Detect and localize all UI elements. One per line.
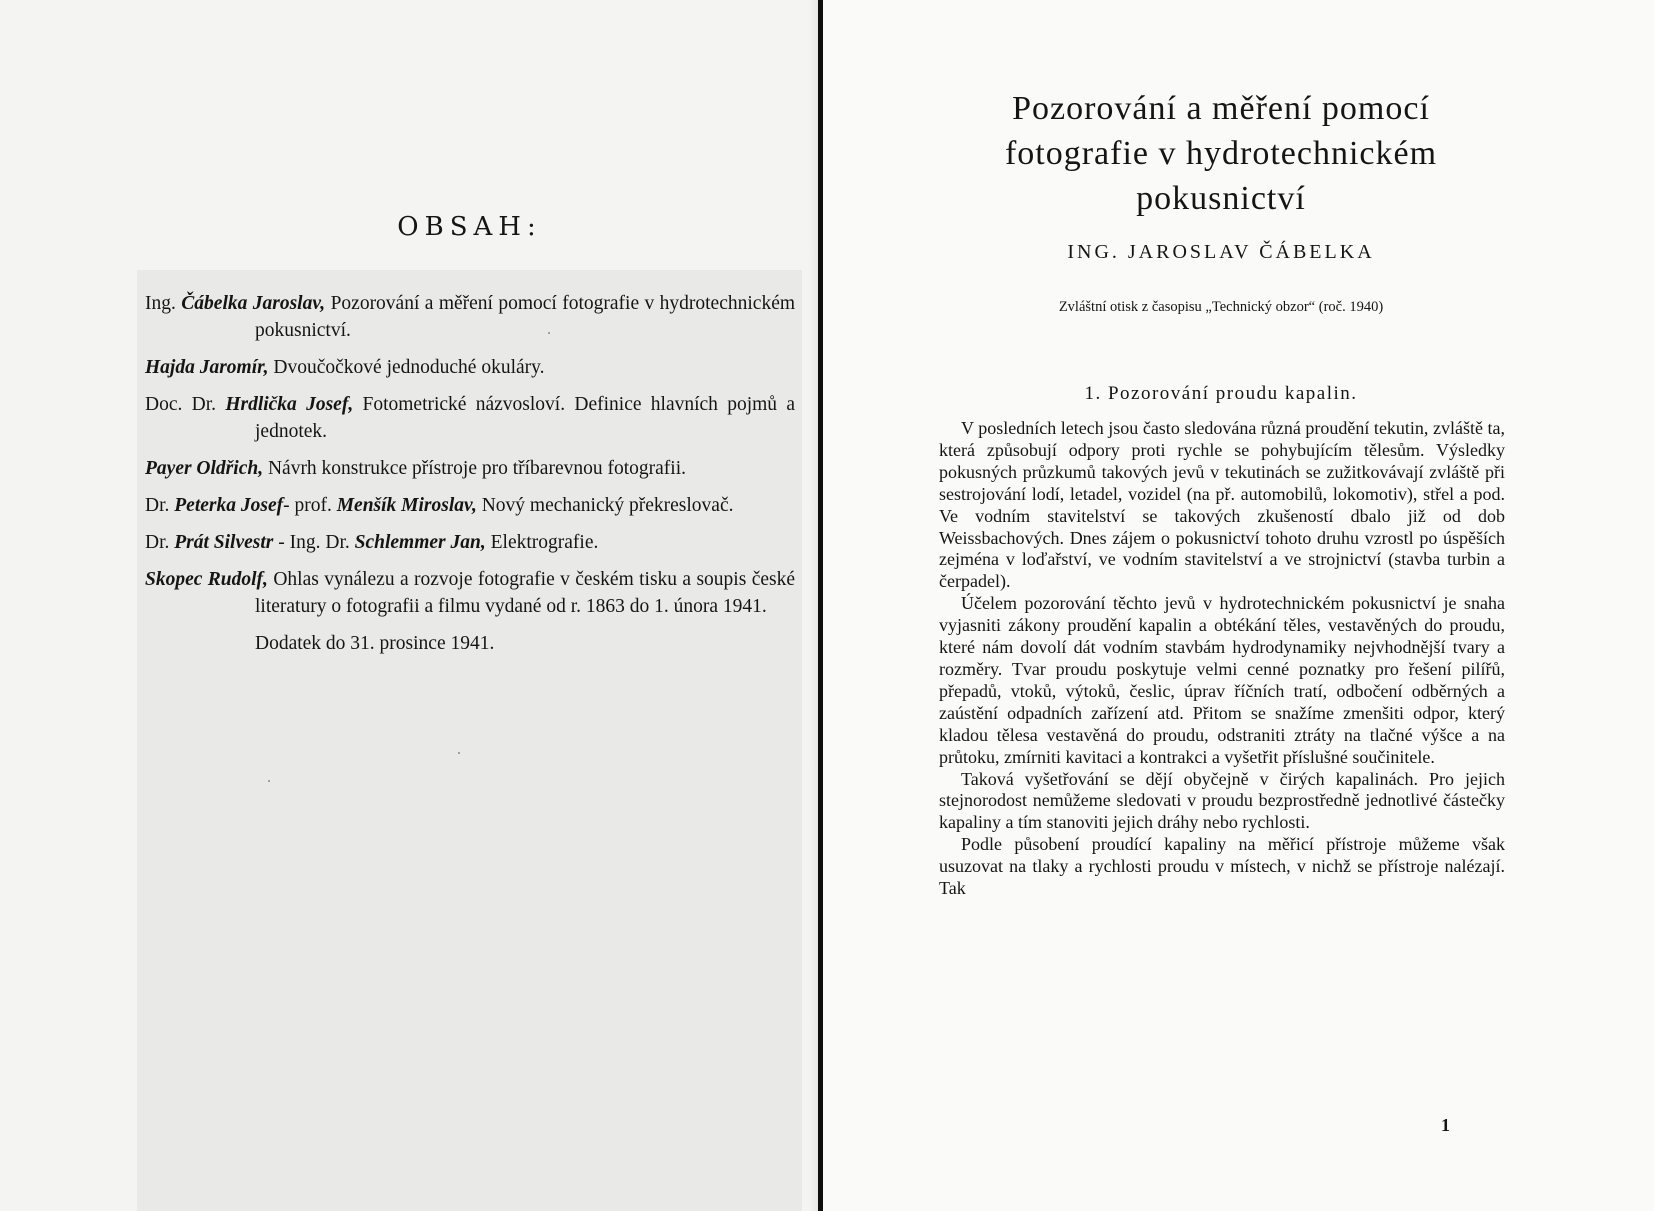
toc-entry-prefix: Ing. (145, 293, 176, 314)
toc-entry-joiner: - prof. (283, 495, 332, 516)
toc-entry-prefix: Doc. Dr. (145, 394, 217, 415)
paragraph: Podle působení proudící kapaliny na měřicí přístroje můžeme však usuzovat na tlaky a rychlosti proudu v místech, v nichž se přístroje nalézají. Tak (939, 834, 1505, 899)
article-body (939, 418, 1505, 900)
toc-entry-author: Payer Oldřich, (145, 458, 264, 479)
toc-entry (145, 492, 795, 519)
toc-title: OBSAH: (397, 212, 542, 242)
paper-speck (458, 752, 460, 754)
toc-entry-author: Čábelka Jaroslav, (181, 293, 326, 314)
toc-entry-author: Hrdlička Josef, (225, 394, 354, 415)
toc-entry-title: Návrh konstrukce přístroje pro tříbarevnou fotografii. (267, 458, 686, 479)
article-title-line: Pozorování a měření pomocí (1012, 90, 1430, 127)
table-of-contents (145, 290, 795, 657)
paragraph: Taková vyšetřování se dějí obyčejně v čirých kapalinách. Pro jejich stejnorodost nemůžeme sledovati v proudu bezprostředně jednotlivé částečky kapaliny a tím stanoviti jejich dráhy nebo rychlosti. (939, 768, 1505, 833)
paragraph: V posledních letech jsou často sledována různá proudění tekutin, zvláště ta, která způsobují odpory proti rychle se pohybujícím tělesům. Výsledky pokusných průzkumů takových jevů v tekutinách se zužitkovávají zvláště při sestrojování lodí, letadel, vozidel (na př. automobilů, lokomotiv), střel a pod. Ve vodním stavitelství se takových zkušeností dbalo již od dob Weissbachových. Dnes zájem o pokusnictví tohoto druhu vzrostl po úspěších zejména v loďařství, ve vodním stavitelství a ve strojnictví (stavba turbin a čerpadel). (939, 418, 1505, 592)
toc-entry (145, 566, 795, 620)
toc-entry (145, 290, 795, 344)
toc-entry (145, 391, 795, 445)
toc-entry-author: Hajda Jaromír, (145, 357, 269, 378)
paper-speck (268, 780, 270, 782)
right-page (823, 0, 1654, 1211)
left-page (0, 0, 818, 1211)
toc-entry-author: Prát Silvestr (174, 532, 274, 553)
toc-entry (145, 455, 795, 482)
toc-entry-author: Skopec Rudolf, (145, 569, 268, 590)
article-title-line: pokusnictví (1136, 180, 1306, 217)
toc-entry-title: Dvoučočkové jednoduché okuláry. (273, 357, 545, 378)
toc-entry-author: Peterka Josef (174, 495, 284, 516)
toc-entry-title: Elektrografie. (490, 532, 599, 553)
article-title-line: fotografie v hydrotechnickém (1004, 135, 1438, 172)
page-number: 1 (1441, 1115, 1450, 1135)
toc-entry-title: Pozorování a měření pomocí fotografie v hydrotechnickém pokusnictví. (255, 293, 796, 341)
section-heading: 1. Pozorování proudu kapalin. (1084, 383, 1358, 404)
toc-entry-coauthor: Menšík Miroslav, (336, 495, 477, 516)
toc-entry-prefix: Dr. (145, 495, 170, 516)
toc-entry-title: Nový mechanický překreslovač. (481, 495, 734, 516)
reprint-note: Zvláštní otisk z časopisu „Technický obzor“ (roč. 1940) (1058, 299, 1384, 315)
toc-entry-coauthor: Schlemmer Jan, (354, 532, 486, 553)
toc-entry (145, 354, 795, 381)
paper-speck (548, 332, 550, 334)
article-author: ING. JAROSLAV ČÁBELKA (1067, 241, 1375, 263)
toc-entry-title: Ohlas vynálezu a rozvoje fotografie v českém tisku a soupis české literatury o fotografii a filmu vydané od r. 1863 do 1. února 1941. (255, 569, 795, 617)
toc-entry-joiner: - Ing. Dr. (278, 532, 350, 553)
toc-entry-prefix: Dr. (145, 532, 170, 553)
toc-entry-title: Fotometrické názvosloví. Definice hlavních pojmů a jednotek. (255, 394, 795, 442)
paragraph: Účelem pozorování těchto jevů v hydrotechnickém pokusnictví je snaha vyjasniti zákony proudění kapalin a obtékání těles, vestavěných do proudu, které nám dovolí dát vodním stavbám hydrodynamiky nejvhodnější tvary a rozměry. Tvar proudu poskytuje velmi cenné poznatky pro řešení pilířů, přepadů, vtoků, výtoků, česlic, úprav říčních tratí, odbočení odběrných a zaústění odpadních zařízení atd. Přitom se snažíme zmenšiti odpor, který kladou tělesa vestavěná do proudu, odstraniti ztráty na tlačné výšce a na průtoku, zmírniti kavitaci a kontrakci a vyšetřit příslušné součinitele. (939, 593, 1505, 767)
toc-appendix: Dodatek do 31. prosince 1941. (255, 633, 495, 654)
toc-entry (145, 529, 795, 556)
article-title (931, 86, 1511, 221)
